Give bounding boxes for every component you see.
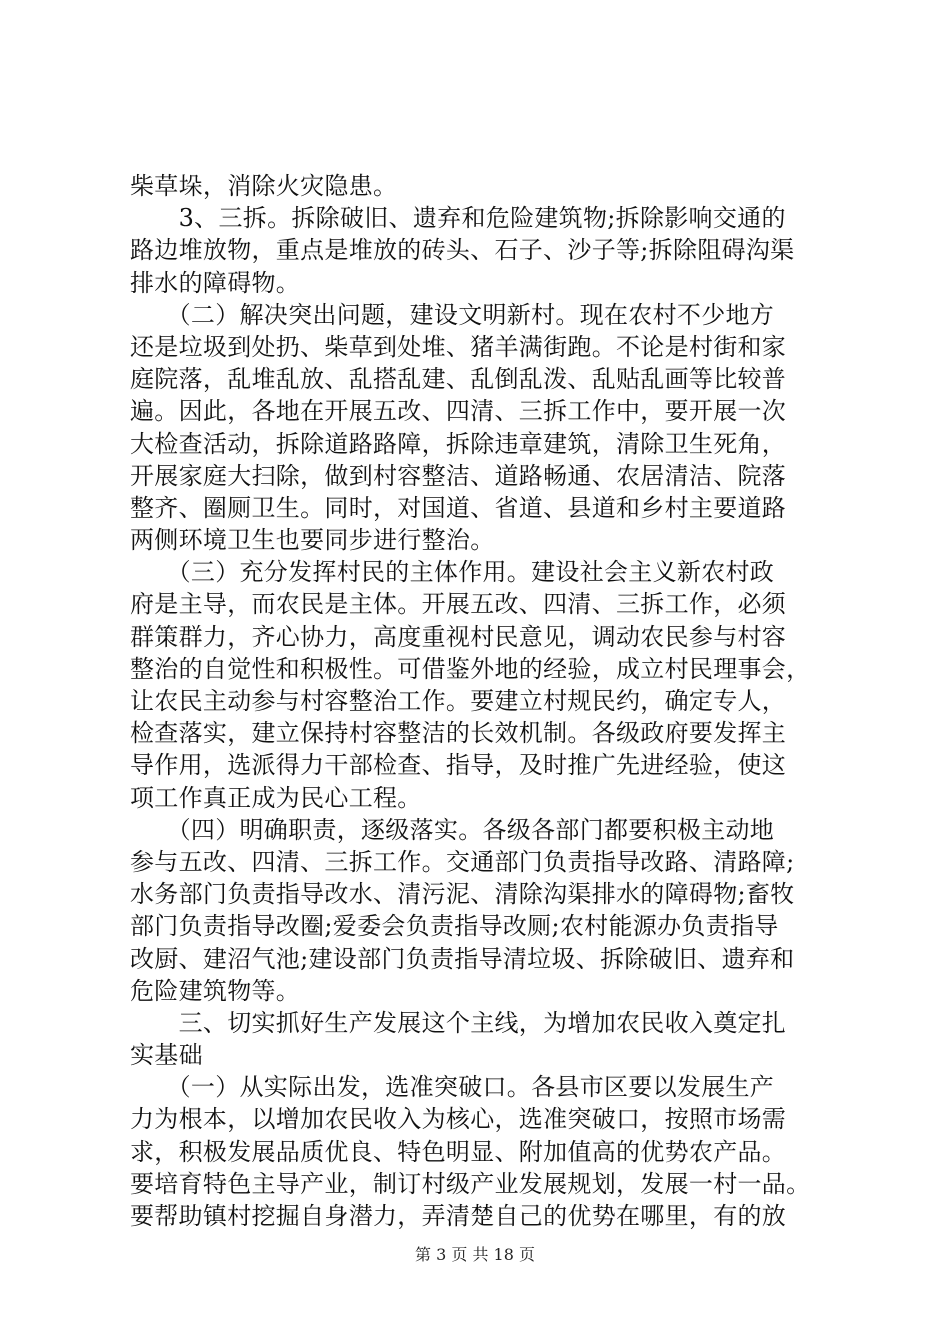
document-body — [130, 170, 830, 1232]
text-line: 项工作真正成为民心工程。 — [130, 783, 422, 812]
text-line: 让农民主动参与村容整治工作。要建立村规民约，确定专人， — [130, 687, 787, 715]
text-line: 部门负责指导改圈;爱委会负责指导改厕;农村能源办负责指导 — [130, 912, 779, 941]
text-line: 排水的障碍物。 — [130, 268, 301, 297]
text-line: 要帮助镇村挖掘自身潜力，弄清楚自己的优势在哪里，有的放 — [130, 1202, 787, 1230]
text-line: （一）从实际出发，选准突破口。各县市区要以发展生产 — [130, 1073, 775, 1102]
page-footer: 第 3 页 共 18 页 — [415, 1245, 535, 1264]
text-line: 求，积极发展品质优良、特色明显、附加值高的优势农产品。 — [130, 1137, 787, 1166]
text-line: 3、三拆。拆除破旧、遗弃和危险建筑物;拆除影响交通的 — [130, 204, 786, 233]
text-line: 水务部门负责指导改水、清污泥、清除沟渠排水的障碍物;畜牧 — [130, 880, 795, 909]
text-line: （二）解决突出问题，建设文明新村。现在农村不少地方 — [130, 300, 775, 329]
text-line: 改厨、建沼气池;建设部门负责指导清垃圾、拆除破旧、遗弃和 — [130, 944, 795, 973]
text-line: 检查落实，建立保持村容整洁的长效机制。各级政府要发挥主 — [130, 719, 787, 748]
text-line: 力为根本，以增加农民收入为核心，选准突破口，按照市场需 — [130, 1105, 787, 1134]
text-line: 还是垃圾到处扔、柴草到处堆、猪羊满街跑。不论是村街和家 — [130, 332, 787, 361]
text-line: 两侧环境卫生也要同步进行整治。 — [130, 526, 495, 555]
text-line: 群策群力，齐心协力，高度重视村民意见，调动农民参与村容 — [130, 622, 787, 651]
text-line: （三）充分发挥村民的主体作用。建设社会主义新农村政 — [130, 558, 775, 587]
text-line: 三、切实抓好生产发展这个主线，为增加农民收入奠定扎 — [130, 1008, 787, 1037]
text-line: 要培育特色主导产业，制订村级产业发展规划，发展一村一品。 — [130, 1169, 811, 1198]
text-line: 导作用，选派得力干部检查、指导，及时推广先进经验，使这 — [130, 751, 787, 780]
text-line: 实基础 — [130, 1041, 203, 1070]
text-line: 府是主导，而农民是主体。开展五改、四清、三拆工作，必须 — [130, 590, 787, 619]
text-line: 整治的自觉性和积极性。可借鉴外地的经验，成立村民理事会， — [130, 654, 811, 683]
text-line: 开展家庭大扫除，做到村容整洁、道路畅通、农居清洁、院落 — [130, 461, 787, 490]
text-line: 柴草垛，消除火灾隐患。 — [130, 172, 398, 200]
text-line: 庭院落，乱堆乱放、乱搭乱建、乱倒乱泼、乱贴乱画等比较普 — [130, 365, 787, 394]
text-line: 遍。因此，各地在开展五改、四清、三拆工作中，要开展一次 — [130, 397, 787, 426]
text-line: （四）明确职责，逐级落实。各级各部门都要积极主动地 — [130, 815, 775, 844]
text-line: 大检查活动，拆除道路路障，拆除违章建筑，清除卫生死角， — [130, 429, 787, 458]
text-line: 参与五改、四清、三拆工作。交通部门负责指导改路、清路障; — [130, 847, 795, 876]
text-line: 路边堆放物，重点是堆放的砖头、石子、沙子等;拆除阻碍沟渠 — [130, 236, 795, 265]
text-line: 整齐、圈厕卫生。同时，对国道、省道、县道和乡村主要道路 — [130, 493, 787, 522]
text-line: 危险建筑物等。 — [130, 976, 301, 1005]
